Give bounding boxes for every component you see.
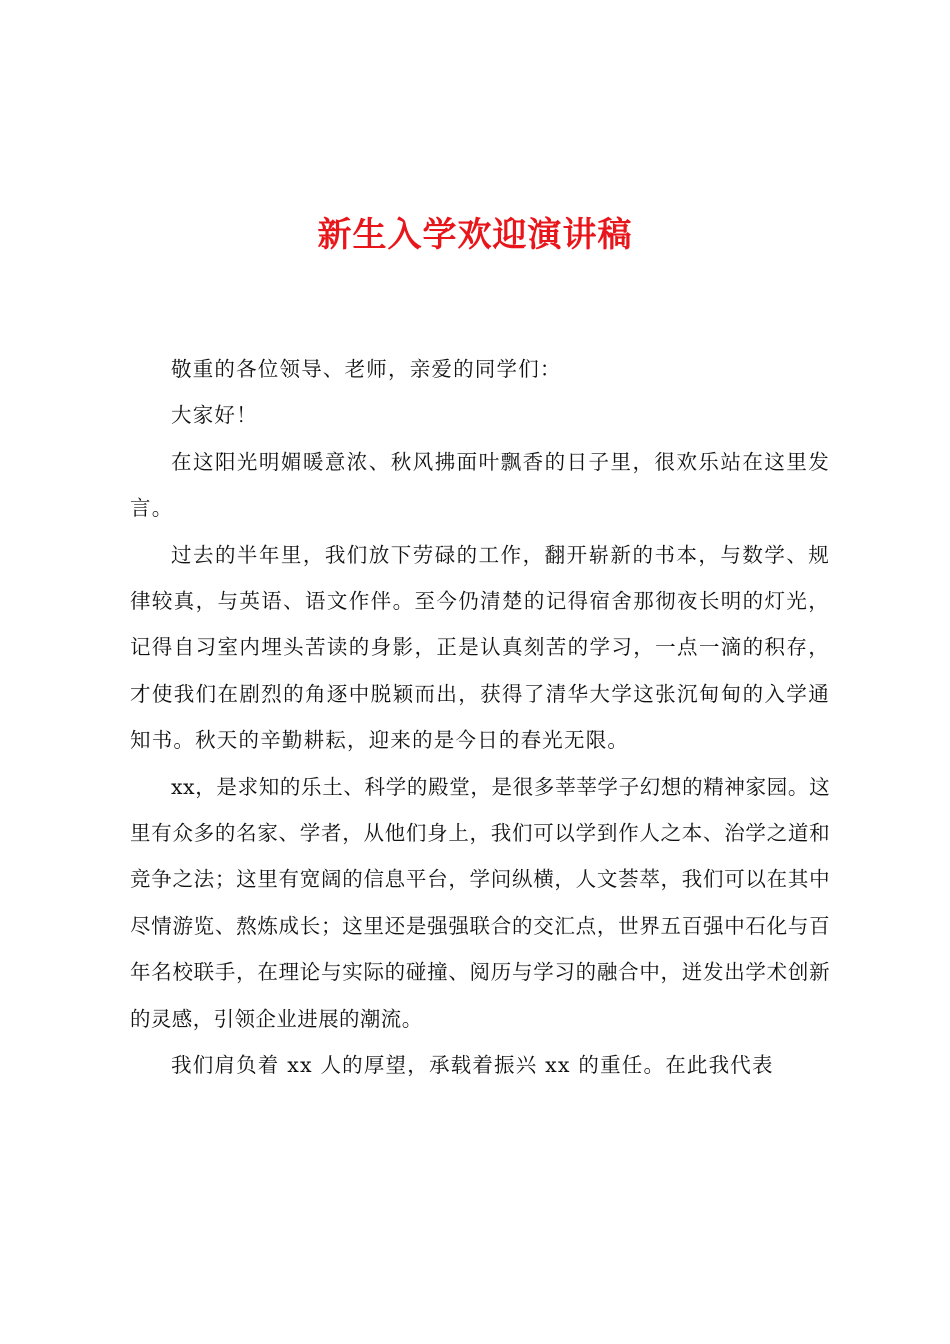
document-title: 新生入学欢迎演讲稿	[317, 215, 633, 255]
document-body	[130, 346, 830, 1089]
paragraph-past-half-year: 过去的半年里，我们放下劳碌的工作，翻开崭新的书本，与数学、规律较真，与英语、语文作伴。至今仍清楚的记得宿舍那彻夜长明的灯光，记得自习室内埋头苦读的身影，正是认真刻苦的学习，一点一滴的积存，才使我们在剧烈的角逐中脱颖而出，获得了清华大学这张沉甸甸的入学通知书。秋天的辛勤耕耘，迎来的是今日的春光无限。	[130, 542, 830, 753]
paragraph-campus-description: xx，是求知的乐土、科学的殿堂，是很多莘莘学子幻想的精神家园。这里有众多的名家、学者，从他们身上，我们可以学到作人之本、治学之道和竞争之法；这里有宽阔的信息平台，学问纵横，人文荟萃，我们可以在其中尽情游览、熬炼成长；这里还是强强联合的交汇点，世界五百强中石化与百年名校联手，在理论与实际的碰撞、阅历与学习的融合中，迸发出学术创新的灵感，引领企业进展的潮流。	[130, 774, 830, 1031]
paragraph-opening: 在这阳光明媚暖意浓、秋风拂面叶飘香的日子里，很欢乐站在这里发言。	[130, 449, 830, 521]
paragraph-responsibility: 我们肩负着 xx 人的厚望，承载着振兴 xx 的重任。在此我代表	[171, 1053, 774, 1078]
paragraph-greeting: 大家好！	[171, 403, 258, 428]
paragraph-salutation: 敬重的各位领导、老师，亲爱的同学们：	[171, 357, 562, 381]
